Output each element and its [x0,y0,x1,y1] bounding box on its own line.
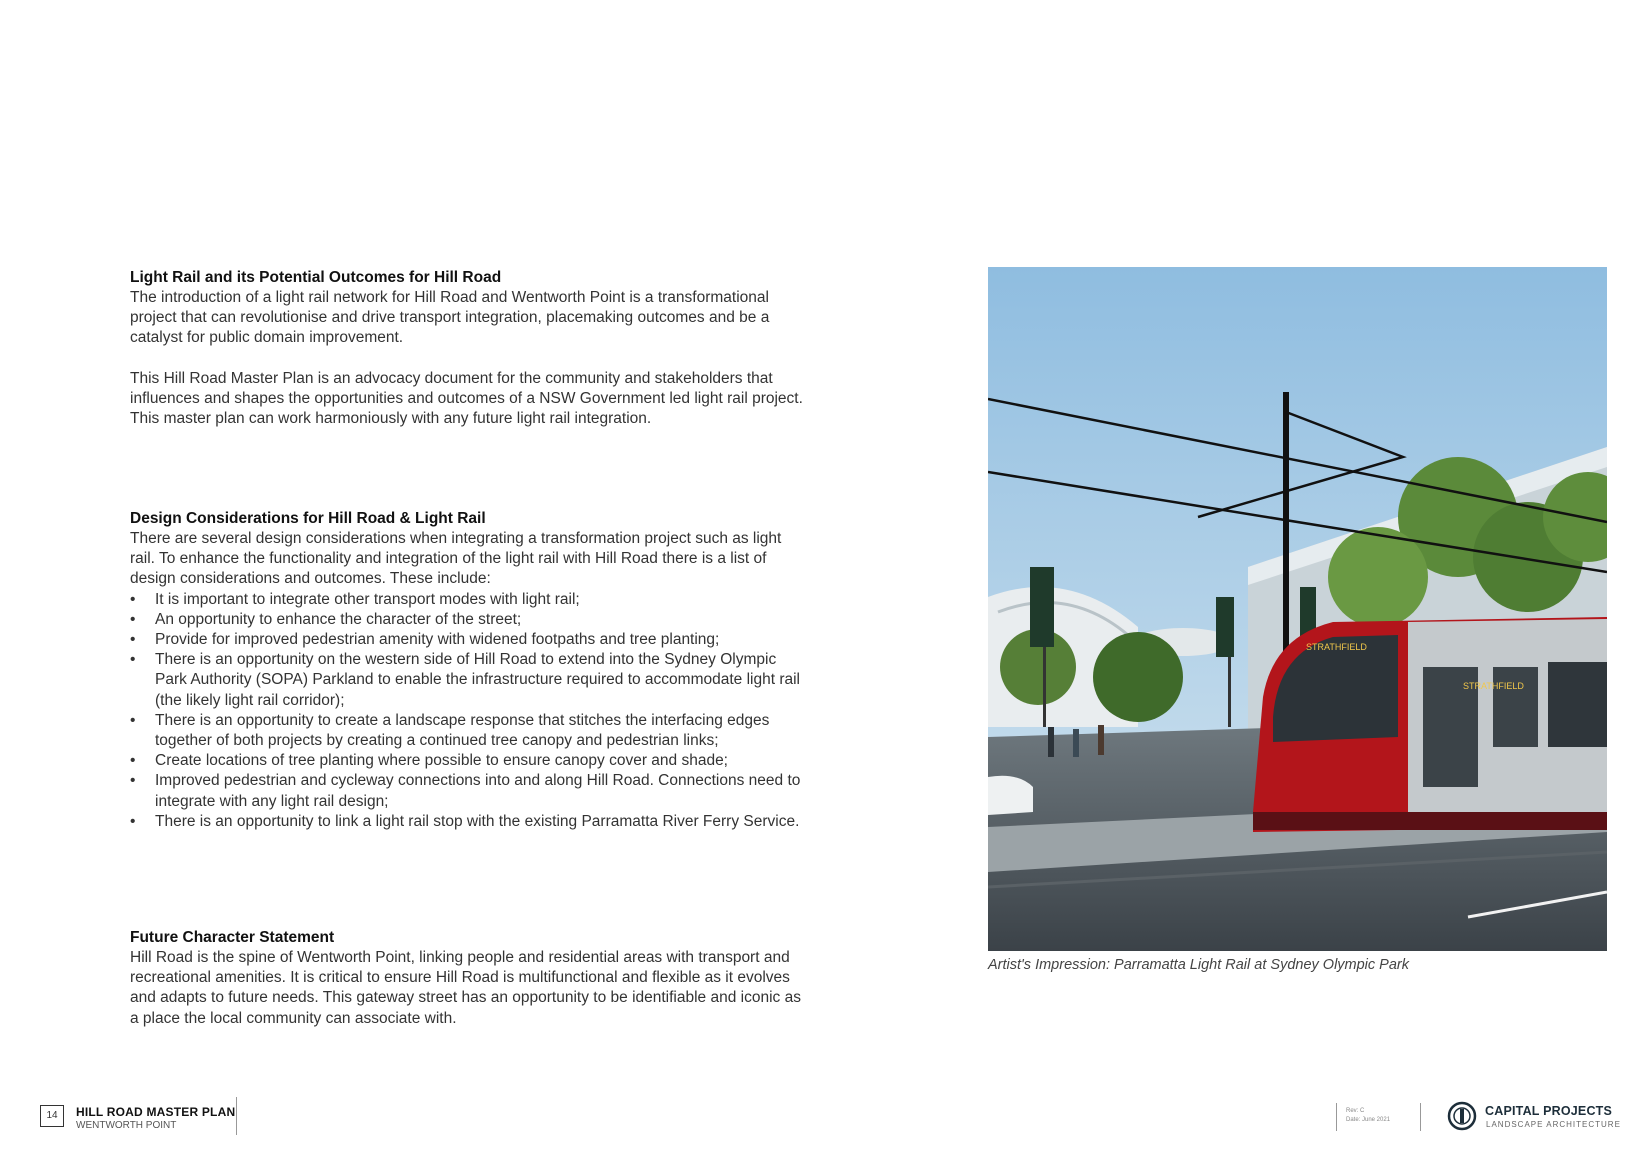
page-footer [0,1095,1644,1143]
footer-divider [236,1097,237,1135]
tram-destination-sign: STRATHFIELD [1306,642,1367,652]
section-heading: Design Considerations for Hill Road & Light Rail [130,510,486,527]
list-item: • It is important to integrate other transport modes with light rail; [130,590,810,610]
tram-side-sign: STRATHFIELD [1463,681,1524,691]
revision-label: Rev: C [1346,1108,1365,1114]
paragraph: Hill Road is the spine of Wentworth Point, linking people and residential areas with transport and recreational amenities. It is critical to ensure Hill Road is multifunctional and flexible as it evolves and adapts to future needs. This gateway street has an opportunity to be identifiable and iconic as a place the local community can associate with. [130,949,801,1027]
list-item: • An opportunity to enhance the character of the street; [130,610,810,630]
paragraph: The introduction of a light rail network for Hill Road and Wentworth Point is a transformational project that can revolutionise and drive transport integration, placemaking outcomes and be a catalyst for public domain improvement. [130,289,770,347]
tram-scene [988,267,1607,951]
bullet-list [130,590,810,832]
section-light-rail [130,268,810,429]
list-item: • There is an opportunity on the western side of Hill Road to extend into the Sydney Olympic Park Authority (SOPA) Parkland to enable the infrastructure required to accommodate light rail (the likely light rail corridor); [130,650,810,711]
footer-divider [1420,1103,1421,1131]
list-item: • There is an opportunity to link a light rail stop with the existing Parramatta River Ferry Service. [130,812,810,832]
org-subtitle: LANDSCAPE ARCHITECTURE [1486,1120,1621,1129]
org-name: CAPITAL PROJECTS [1485,1104,1613,1118]
paragraph: This Hill Road Master Plan is an advocacy document for the community and stakeholders that influences and shapes the opportunities and outcomes of a NSW Government led light rail project. This master plan can work harmoniously with any future light rail integration. [130,369,803,428]
list-item: • Improved pedestrian and cycleway connections into and along Hill Road. Connections need to integrate with any light rail design; [130,771,810,811]
document-title: HILL ROAD MASTER PLAN [76,1105,236,1119]
paragraph: There are several design considerations when integrating a transformation project such as light rail. To enhance the functionality and integration of the light rail with Hill Road there is a list of design considerations and outcomes. These include: [130,530,782,588]
section-design-considerations [130,509,810,832]
section-future-character [130,928,810,1029]
image-caption: Artist's Impression: Parramatta Light Rail at Sydney Olympic Park [988,957,1409,973]
footer-divider [1336,1103,1337,1131]
list-item: • There is an opportunity to create a landscape response that stitches the interfacing edges together of both projects by creating a continued tree canopy and pedestrian links; [130,711,810,751]
list-item: • Create locations of tree planting where possible to ensure canopy cover and shade; [130,751,810,771]
capital-projects-logo-icon [1447,1101,1477,1131]
light-rail-illustration [988,267,1607,951]
section-heading: Light Rail and its Potential Outcomes for Hill Road [130,269,502,286]
section-heading: Future Character Statement [130,929,335,946]
date-label: Date: June 2021 [1346,1117,1391,1123]
revision-info [1346,1107,1390,1125]
main-text-column [130,268,810,1027]
list-item: • Provide for improved pedestrian amenity with widened footpaths and tree planting; [130,630,810,650]
document-subtitle: WENTWORTH POINT [76,1120,177,1131]
page-number: 14 [40,1105,64,1127]
